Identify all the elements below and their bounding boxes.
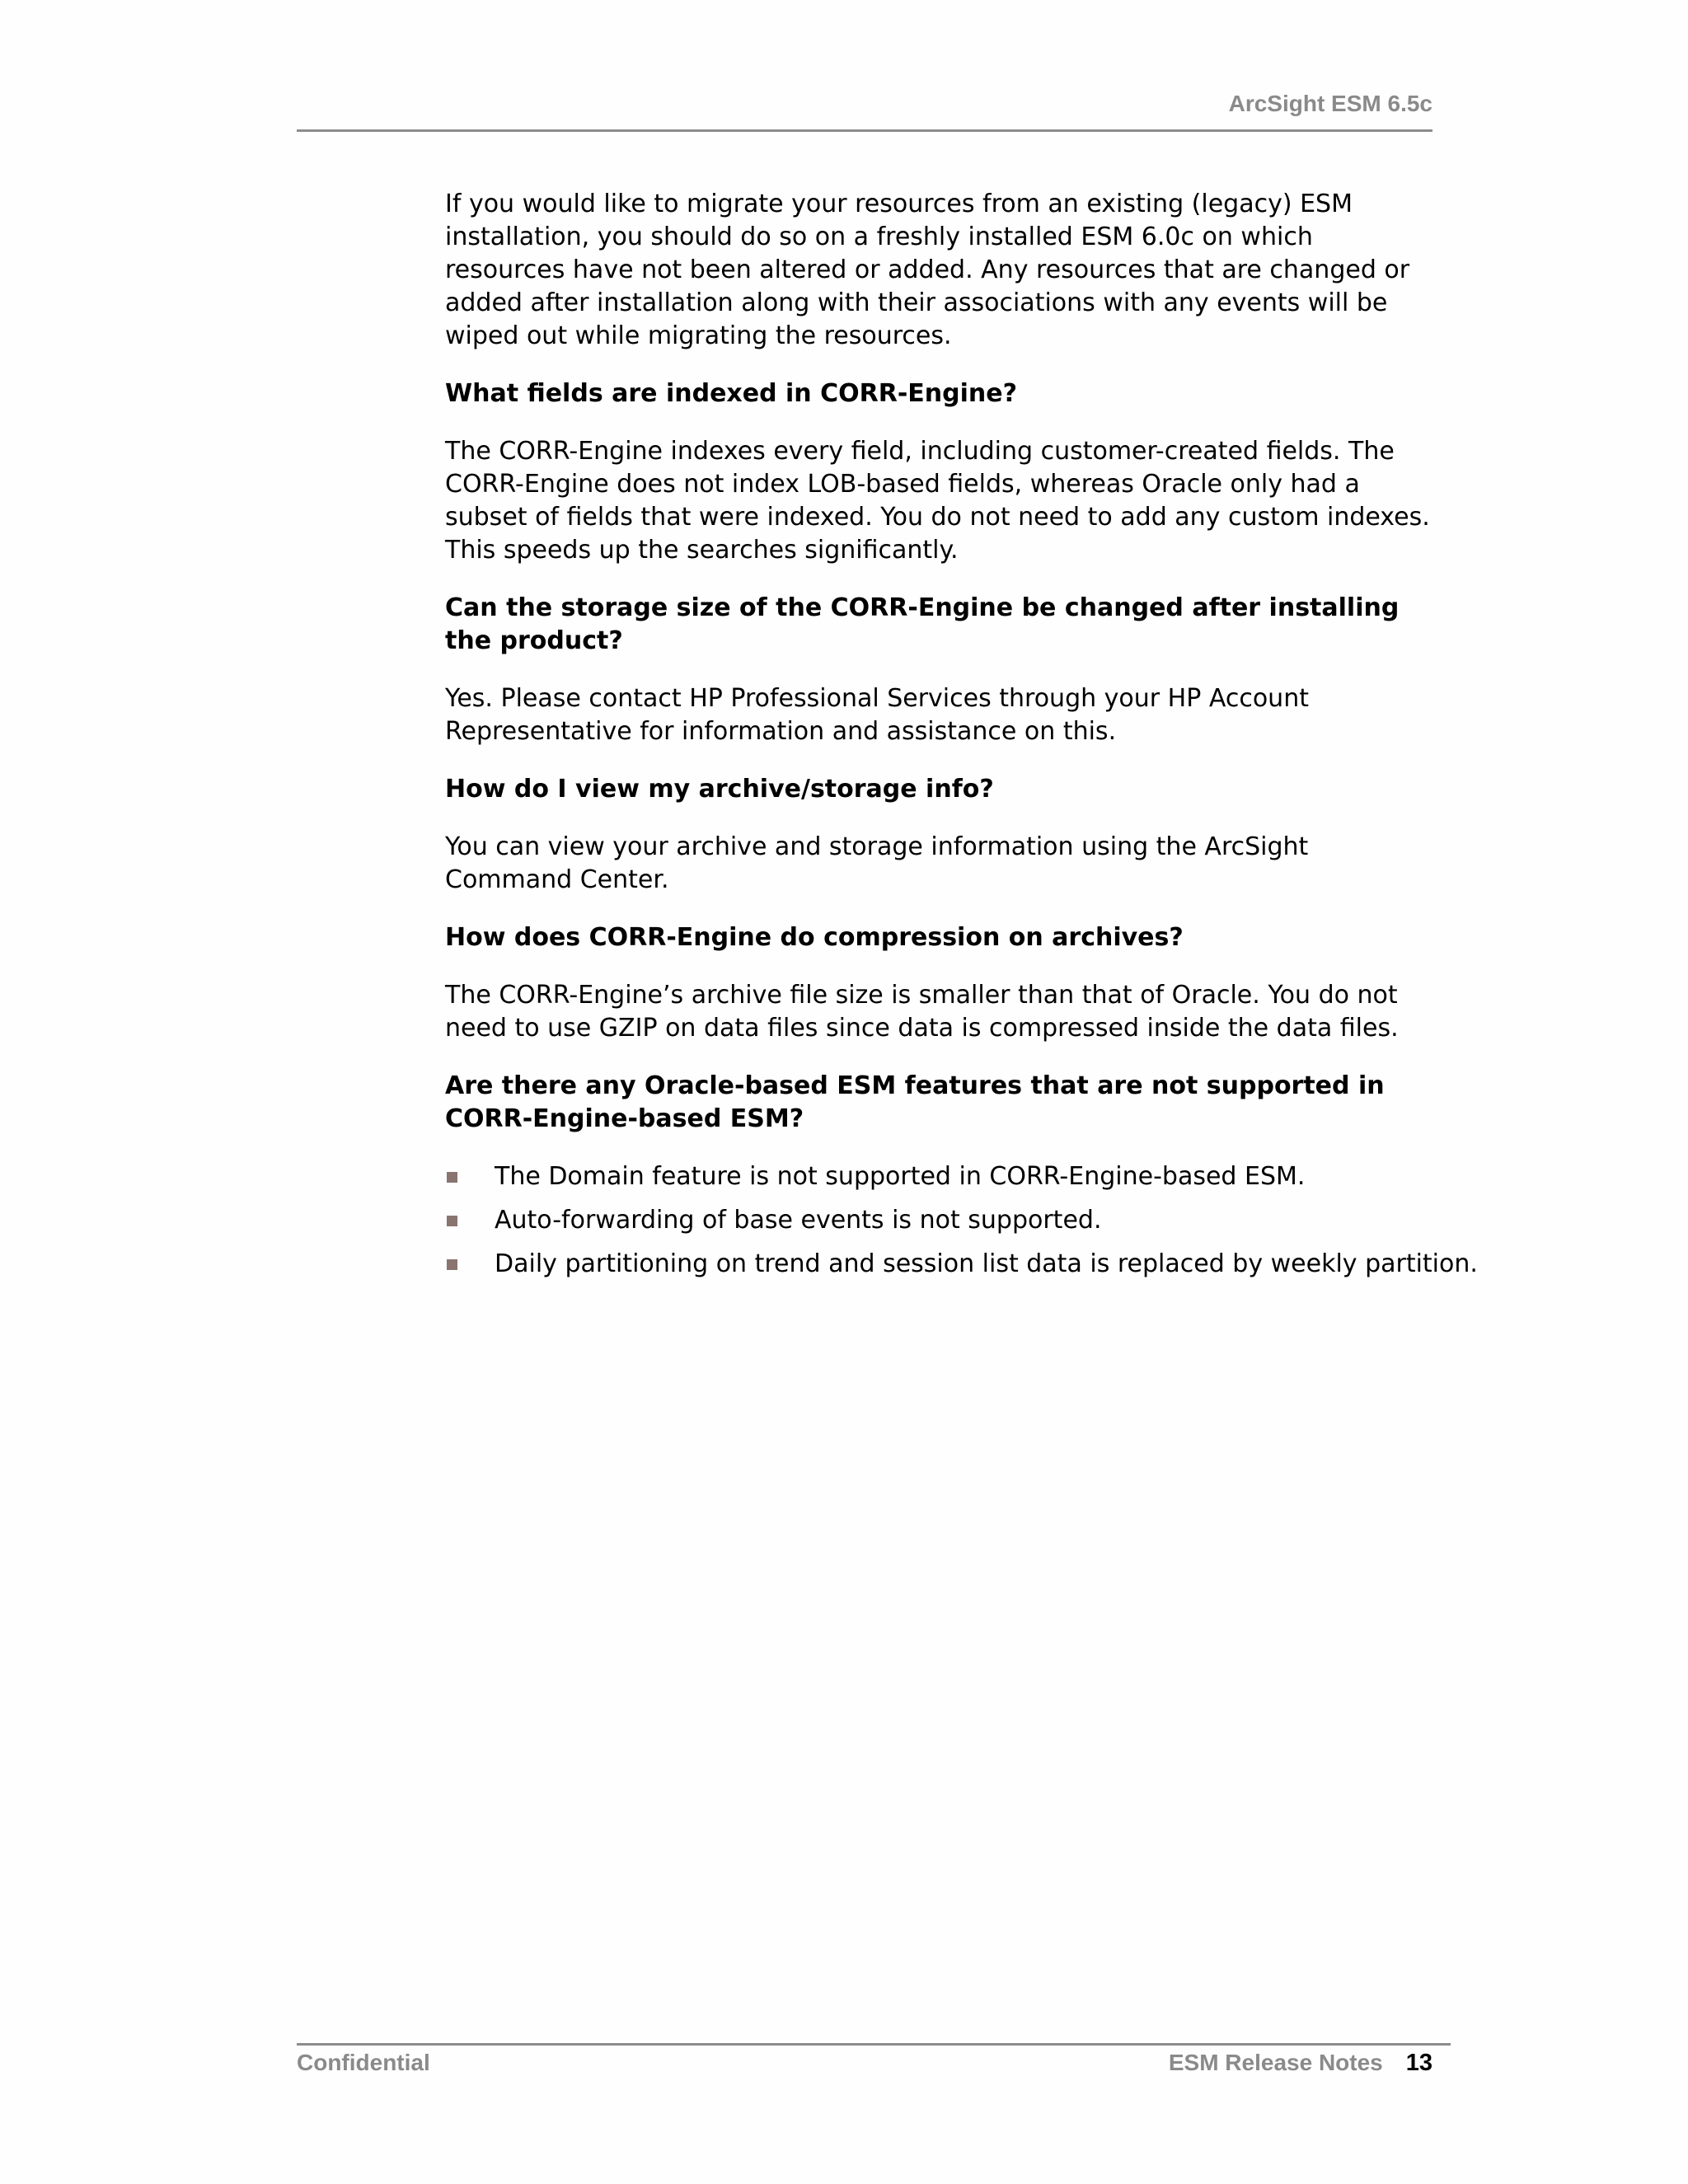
question-indexed-fields: What fields are indexed in CORR-Engine? xyxy=(445,379,1017,408)
question-archive-info: How do I view my archive/storage info? xyxy=(445,775,994,804)
header-title: ArcSight ESM 6.5c xyxy=(1228,91,1432,116)
list-item xyxy=(445,1160,1434,1193)
square-bullet-icon xyxy=(447,1172,457,1183)
footer-doc-title: ESM Release Notes xyxy=(1168,2050,1383,2075)
answer-storage-size: Yes. Please contact HP Professional Services through your HP Account Representative for information and assistance on this. xyxy=(445,684,1309,746)
square-bullet-icon xyxy=(447,1259,457,1270)
square-bullet-icon xyxy=(447,1216,457,1226)
main-content xyxy=(445,188,1478,1291)
unsupported-features-list xyxy=(445,1160,1478,1281)
list-item-text: Daily partitioning on trend and session list data is replaced by weekly partition. xyxy=(495,1249,1478,1278)
question-unsupported-features: Are there any Oracle-based ESM features that are not supported in CORR-Engine-based ESM? xyxy=(445,1071,1385,1133)
list-item xyxy=(445,1248,1478,1281)
list-item xyxy=(445,1204,1434,1237)
list-item-text: The Domain feature is not supported in CORR-Engine-based ESM. xyxy=(495,1162,1306,1191)
list-item-text: Auto-forwarding of base events is not supported. xyxy=(495,1206,1102,1235)
footer-divider xyxy=(297,2043,1451,2046)
footer-confidential: Confidential xyxy=(297,2050,430,2075)
question-compression: How does CORR-Engine do compression on archives? xyxy=(445,923,1184,952)
answer-archive-info: You can view your archive and storage information using the ArcSight Command Center. xyxy=(445,832,1309,894)
intro-paragraph: If you would like to migrate your resources from an existing (legacy) ESM installation, you should do so on a freshly installed ESM 6.0c on which resources have not been altered or added. Any resources that are changed or added after installation along with their associations with any events will be wiped out while migrating the resources. xyxy=(445,190,1410,350)
footer-right xyxy=(1169,2050,1432,2077)
question-storage-size: Can the storage size of the CORR-Engine be changed after installing the product? xyxy=(445,593,1400,655)
answer-indexed-fields: The CORR-Engine indexes every field, including customer-created fields. The CORR-Engine does not index LOB-based fields, whereas Oracle only had a subset of fields that were indexed. You do not need to add any custom indexes. This speeds up the searches significantly. xyxy=(445,437,1430,565)
page-number: 13 xyxy=(1405,2050,1432,2076)
header-divider xyxy=(297,129,1432,132)
answer-compression: The CORR-Engine’s archive file size is smaller than that of Oracle. You do not need to use GZIP on data files since data is compressed inside the data files. xyxy=(445,981,1399,1043)
